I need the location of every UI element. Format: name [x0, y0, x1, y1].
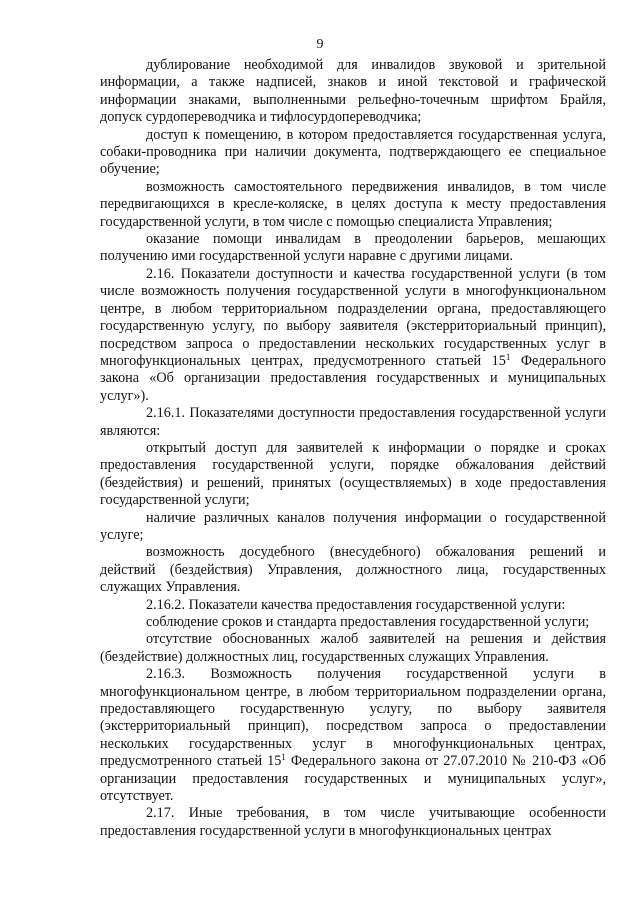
paragraph-channels: наличие различных каналов получения информации о государственной услуге; — [100, 509, 606, 543]
paragraph-barriers: оказание помощи инвалидам в преодолении барьеров, мешающих получению ими государственной услуги наравне с другими лицами. — [100, 231, 606, 265]
paragraph-complaints: отсутствие обоснованных жалоб заявителей на решения и действия (бездействие) должностных лиц, государственных служащих Управления. — [100, 631, 606, 665]
document-body — [100, 57, 606, 840]
paragraph-2-16-1: 2.16.1. Показателями доступности предоставления государственной услуги являются: — [100, 405, 606, 439]
paragraph-2-16-2: 2.16.2. Показатели качества предоставления государственной услуги: — [146, 596, 566, 613]
paragraph-deadlines: соблюдение сроков и стандарта предоставления государственной услуги; — [146, 614, 590, 630]
paragraph-2-17: 2.17. Иные требования, в том числе учитывающие особенности предоставления государственной услуги в многофункциональных центрах — [100, 805, 606, 839]
paragraph-appeal: возможность досудебного (внесудебного) обжалования решений и действий (бездействия) Управления, должностного лица, государственных служащих Управления. — [100, 544, 606, 596]
paragraph-2-16 — [100, 266, 606, 405]
paragraph-2-16-3-text: 2.16.3. Возможность получения государственной услуги в многофункциональном центре, в любом территориальном подразделении органа, предоставляющего государственную услугу, по выбору заявителя (экстерриториальный принцип), посредством запроса о предоставлении нескольких государственных услуг в многофункциональных центрах, предусмотренного статьей 15 — [100, 666, 606, 770]
paragraph-2-16-3-tail: Федерального закона от 27.07.2010 № 210-ФЗ «Об организации предоставления государственных и муниципальных услуг», отсутствует. — [100, 753, 606, 805]
superscript: 1 — [505, 351, 511, 362]
page-number: 9 — [316, 37, 324, 52]
paragraph-2-16-text: 2.16. Показатели доступности и качества государственной услуги (в том числе возможность получения государственной услуги в многофункциональном центре, в любом территориальном подразделении органа, предоставляющего государственную услугу, по выбору заявителя (экстерриториальный принцип), посредством запроса о предоставлении нескольких государственных услуг в многофункциональных центрах, предусмотренного статьей 15 — [100, 265, 606, 369]
paragraph-2-16-3 — [100, 666, 606, 805]
paragraph-open-access: открытый доступ для заявителей к информации о порядке и сроках предоставления государственной услуги, порядке обжалования действий (бездействия) и решений, принятых (осуществляемых) в ходе предоставления государственной услуги; — [100, 439, 606, 509]
paragraph-2-16-tail: Федерального закона «Об организации предоставления государственных и муниципальных услуг»). — [100, 352, 606, 404]
superscript: 1 — [281, 752, 286, 763]
paragraph-duplication: дублирование необходимой для инвалидов звуковой и зрительной информации, а также надписей, знаков и иной текстовой и графической информации знаками, выполненными рельефно-точечным шрифтом Брайля, допуск сурдопереводчика и тифлосурдопереводчика; — [100, 57, 606, 126]
paragraph-mobility: возможность самостоятельного передвижения инвалидов, в том числе передвигающихся в кресле-коляске, в целях доступа к месту предоставления государственной услуги, в том числе с помощью специалиста Управления; — [100, 178, 606, 230]
paragraph-guide-dog: доступ к помещению, в котором предоставляется государственная услуга, собаки-проводника при наличии документа, подтверждающего ее специальное обучение; — [100, 126, 606, 178]
